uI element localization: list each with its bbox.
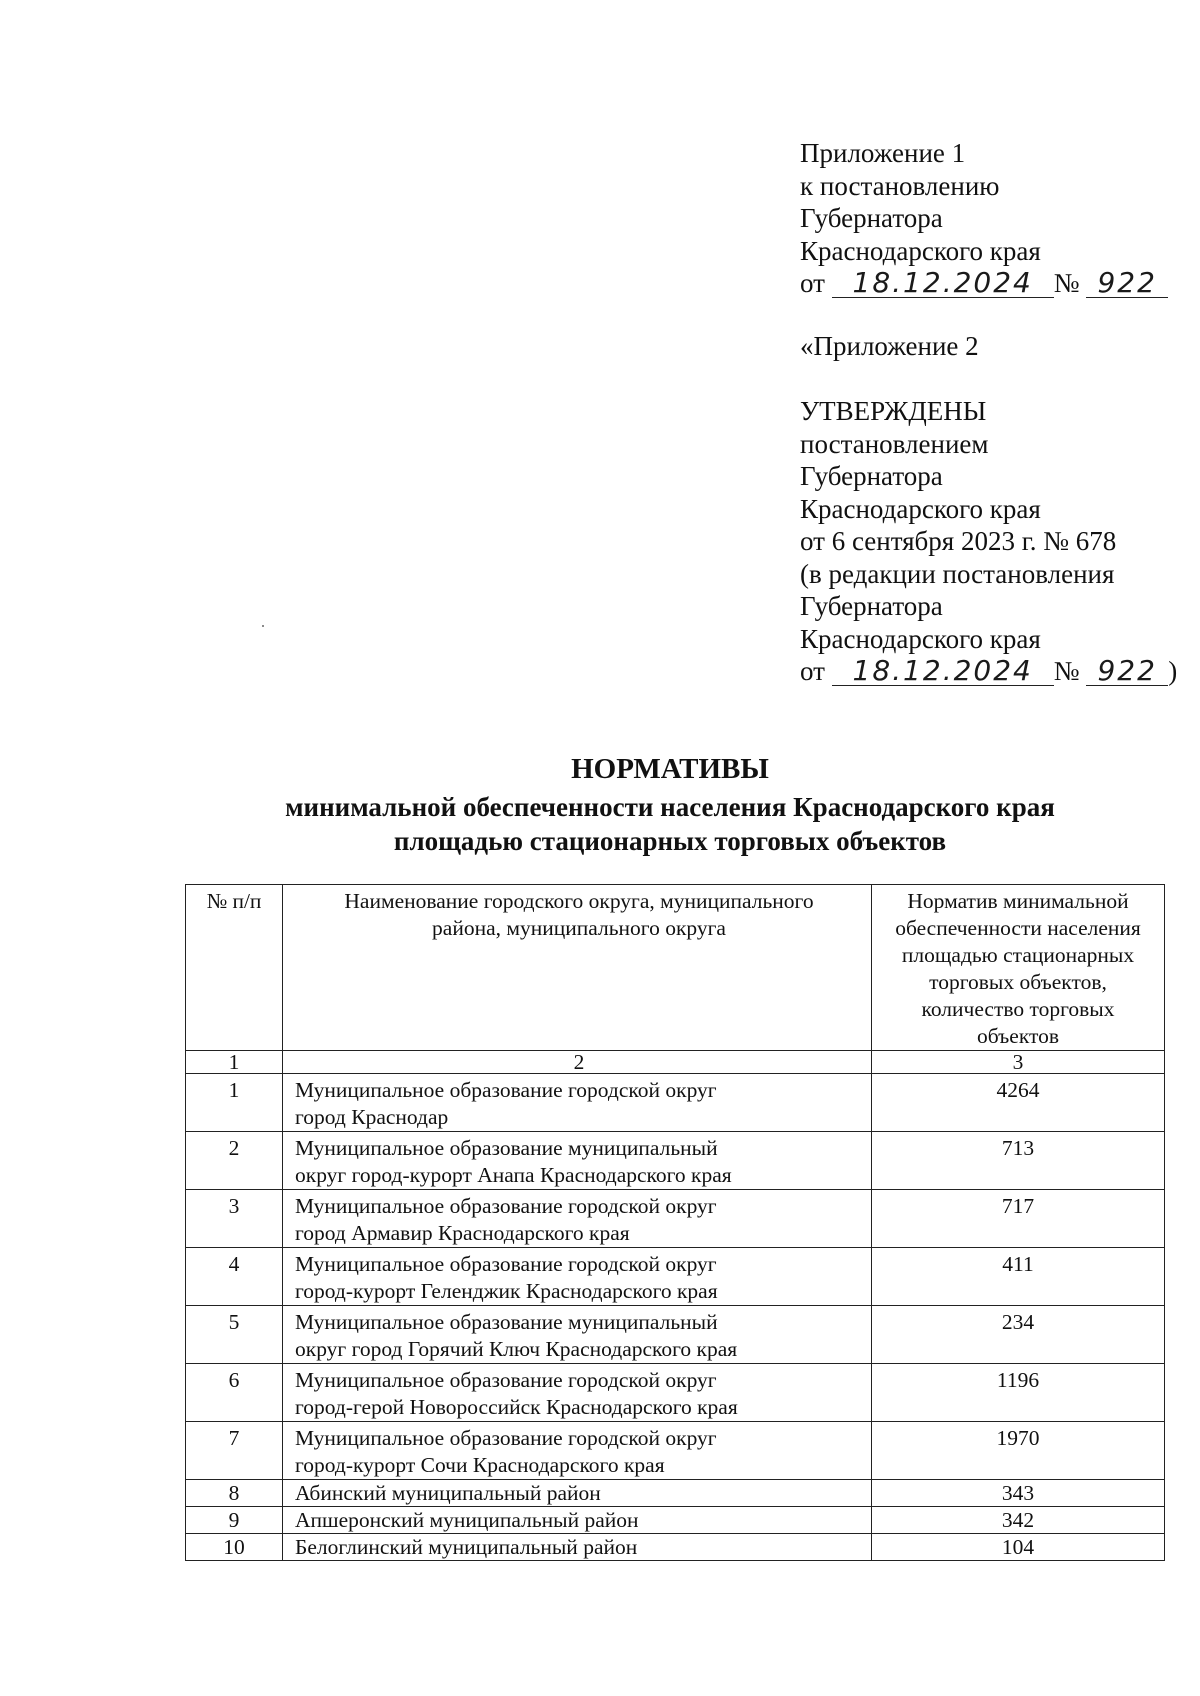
row-number: 8 [186, 1480, 283, 1507]
row-name-line: Муниципальное образование городской округ [295, 1368, 717, 1392]
row-name-line: Муниципальное образование муниципальный [295, 1136, 718, 1160]
table-row [186, 1534, 1165, 1561]
attachment-1-line: к постановлению [800, 170, 1000, 201]
approved-block [800, 395, 1190, 688]
row-name-line: Апшеронский муниципальный район [295, 1508, 639, 1532]
attachment-1-line: Краснодарского края [800, 235, 1041, 266]
header-norm-line: Норматив минимальной [907, 889, 1129, 913]
approved-line: Губернатора [800, 461, 943, 491]
row-number: 6 [186, 1364, 283, 1422]
row-name-line: округ город-курорт Анапа Краснодарского края [295, 1163, 732, 1187]
column-number: 3 [872, 1051, 1165, 1074]
row-name [283, 1507, 872, 1534]
approved-line: постановлением [800, 428, 989, 459]
closing-paren: ) [1168, 656, 1178, 686]
row-number: 4 [186, 1248, 283, 1306]
row-name-line: округ город Горячий Ключ Краснодарского края [295, 1337, 738, 1361]
row-name-line: Муниципальное образование городской округ [295, 1194, 717, 1218]
table-row [186, 1132, 1165, 1190]
row-name [283, 1364, 872, 1422]
row-number: 5 [186, 1306, 283, 1364]
row-name-line: город Армавир Краснодарского края [295, 1221, 630, 1245]
table-row [186, 1074, 1165, 1132]
date-prefix: от [800, 268, 825, 298]
row-name [283, 1422, 872, 1480]
row-value: 1196 [872, 1364, 1165, 1422]
norms-table [185, 884, 1165, 1561]
row-name-line: Муниципальное образование городской округ [295, 1252, 717, 1276]
row-value: 411 [872, 1248, 1165, 1306]
header-norm [872, 885, 1165, 1051]
table-row [186, 1422, 1165, 1480]
row-value: 104 [872, 1534, 1165, 1561]
header-number: № п/п [186, 885, 283, 1051]
row-number: 1 [186, 1074, 283, 1132]
row-value: 1970 [872, 1422, 1165, 1480]
attachment-1-block [800, 137, 1190, 300]
table-row [186, 1480, 1165, 1507]
scan-speck [262, 625, 264, 627]
row-number: 9 [186, 1507, 283, 1534]
handwritten-number: 922 [1086, 267, 1168, 300]
attachment-1-line: Приложение 1 [800, 138, 966, 168]
row-value: 713 [872, 1132, 1165, 1190]
row-value: 343 [872, 1480, 1165, 1507]
row-value: 234 [872, 1306, 1165, 1364]
row-name [283, 1480, 872, 1507]
column-number: 2 [283, 1051, 872, 1074]
row-name [283, 1074, 872, 1132]
number-sign: № [1053, 656, 1080, 686]
number-sign: № [1053, 268, 1080, 298]
row-number: 2 [186, 1132, 283, 1190]
approved-line: Краснодарского края [800, 493, 1041, 524]
column-numbers-row [186, 1051, 1165, 1074]
row-name [283, 1132, 872, 1190]
header-name-line: района, муниципального округа [432, 916, 726, 940]
row-name [283, 1534, 872, 1561]
approved-date-line [800, 655, 1190, 688]
row-name-line: город-курорт Геленджик Краснодарского края [295, 1279, 718, 1303]
row-name-line: город-герой Новороссийск Краснодарского края [295, 1395, 738, 1419]
table-row [186, 1364, 1165, 1422]
row-number: 3 [186, 1190, 283, 1248]
table-row [186, 1248, 1165, 1306]
row-number: 10 [186, 1534, 283, 1561]
row-name-line: город-курорт Сочи Краснодарского края [295, 1453, 665, 1477]
header-norm-line: обеспеченности населения [895, 916, 1141, 940]
approved-line: УТВЕРЖДЕНЫ [800, 396, 987, 426]
approved-line: от 6 сентября 2023 г. № 678 [800, 526, 1117, 556]
column-number: 1 [186, 1051, 283, 1074]
table-row [186, 1507, 1165, 1534]
approved-line: Краснодарского края [800, 623, 1041, 654]
attachment-1-date-line [800, 267, 1190, 300]
table-row [186, 1306, 1165, 1364]
row-name [283, 1306, 872, 1364]
row-number: 7 [186, 1422, 283, 1480]
document-title: НОРМАТИВЫ [571, 753, 769, 785]
handwritten-date: 18.12.2024 [832, 655, 1054, 688]
handwritten-number: 922 [1086, 655, 1168, 688]
row-name-line: Абинский муниципальный район [295, 1481, 601, 1505]
row-name-line: Муниципальное образование городской округ [295, 1426, 717, 1450]
approved-line: (в редакции постановления [800, 558, 1115, 589]
row-value: 4264 [872, 1074, 1165, 1132]
row-name-line: Белоглинский муниципальный район [295, 1535, 638, 1559]
row-name-line: Муниципальное образование муниципальный [295, 1310, 718, 1334]
header-norm-line: торговых объектов, [929, 970, 1107, 994]
handwritten-date: 18.12.2024 [832, 267, 1054, 300]
row-value: 717 [872, 1190, 1165, 1248]
row-name [283, 1248, 872, 1306]
attachment-2-label: «Приложение 2 [800, 331, 979, 361]
date-prefix: от [800, 656, 825, 686]
approved-line: Губернатора [800, 591, 943, 621]
header-name-line: Наименование городского округа, муниципального [344, 889, 814, 913]
row-name-line: город Краснодар [295, 1105, 449, 1129]
attachment-1-line: Губернатора [800, 203, 943, 233]
header-name [283, 885, 872, 1051]
document-subtitle [200, 790, 1140, 858]
table-header-row [186, 885, 1165, 1051]
row-name [283, 1190, 872, 1248]
header-norm-line: площадью стационарных [901, 943, 1135, 967]
header-norm-line: количество торговых [921, 997, 1115, 1021]
table-row [186, 1190, 1165, 1248]
subtitle-line: минимальной обеспеченности населения Краснодарского края [285, 792, 1055, 822]
row-value: 342 [872, 1507, 1165, 1534]
subtitle-line: площадью стационарных торговых объектов [393, 826, 947, 856]
row-name-line: Муниципальное образование городской округ [295, 1078, 717, 1102]
header-norm-line: объектов [977, 1024, 1059, 1048]
